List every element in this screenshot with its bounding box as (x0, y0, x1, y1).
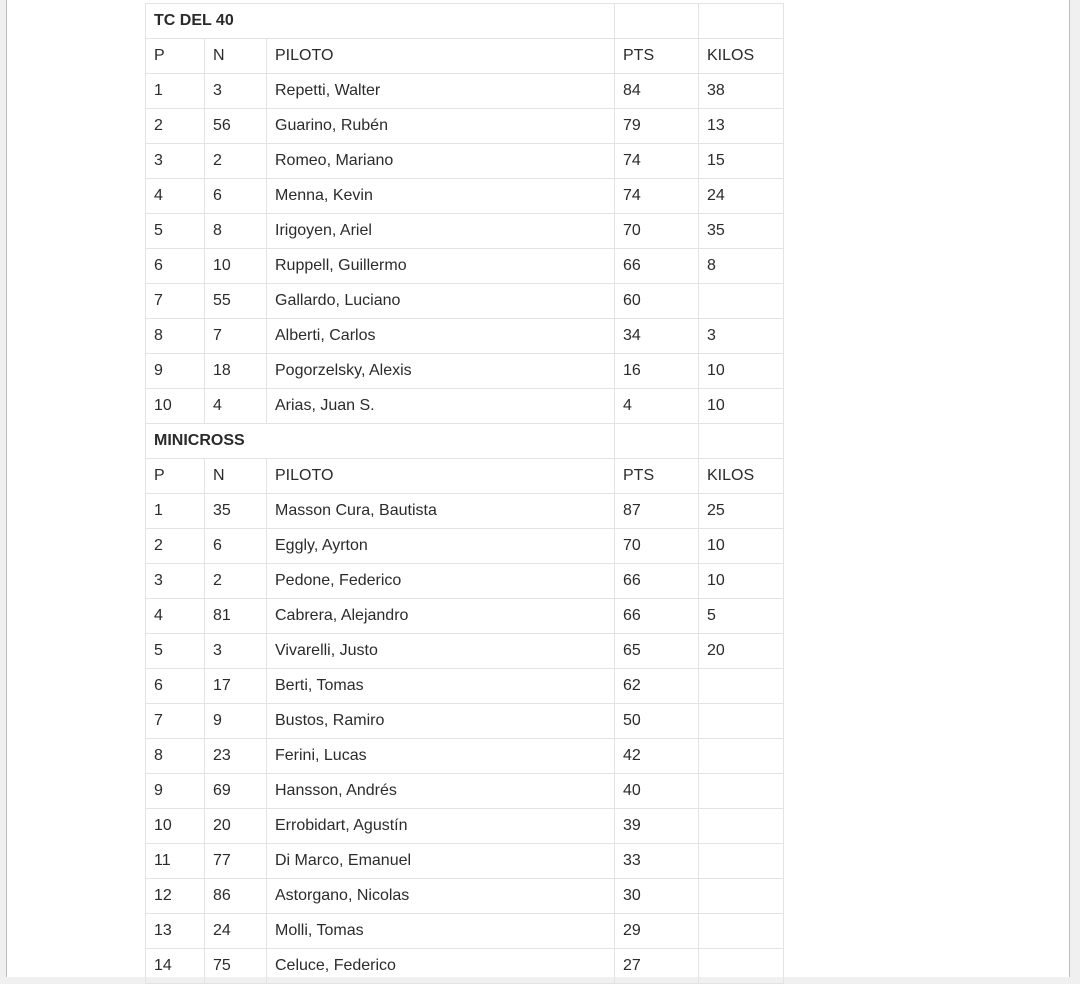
kilos-cell: 35 (699, 214, 784, 249)
table-row (146, 319, 784, 354)
kilos-cell: 38 (699, 74, 784, 109)
position-cell: 4 (146, 599, 205, 634)
kilos-cell: 24 (699, 179, 784, 214)
pilot-cell: Masson Cura, Bautista (267, 494, 615, 529)
standings-table-body (146, 4, 784, 984)
points-cell: 60 (615, 284, 699, 319)
points-cell: 66 (615, 249, 699, 284)
points-cell: 34 (615, 319, 699, 354)
table-row (146, 669, 784, 704)
number-cell: 69 (205, 774, 267, 809)
number-cell: 18 (205, 354, 267, 389)
kilos-cell: 25 (699, 494, 784, 529)
number-cell: 2 (205, 564, 267, 599)
points-cell: 40 (615, 774, 699, 809)
kilos-cell (699, 774, 784, 809)
position-cell: 8 (146, 739, 205, 774)
kilos-cell: 20 (699, 634, 784, 669)
pilot-cell: Pedone, Federico (267, 564, 615, 599)
pilot-cell: Cabrera, Alejandro (267, 599, 615, 634)
position-cell: 7 (146, 284, 205, 319)
position-cell: 3 (146, 564, 205, 599)
table-row (146, 844, 784, 879)
number-cell: 10 (205, 249, 267, 284)
points-cell: 84 (615, 74, 699, 109)
pilot-cell: Alberti, Carlos (267, 319, 615, 354)
standings-table (145, 3, 784, 984)
number-cell: 81 (205, 599, 267, 634)
points-cell: 39 (615, 809, 699, 844)
position-cell: 4 (146, 179, 205, 214)
kilos-cell (699, 844, 784, 879)
number-cell: 4 (205, 389, 267, 424)
points-cell: 50 (615, 704, 699, 739)
table-row (146, 914, 784, 949)
pilot-cell: Eggly, Ayrton (267, 529, 615, 564)
kilos-cell (699, 669, 784, 704)
column-header-pilot: PILOTO (267, 39, 615, 74)
position-cell: 14 (146, 949, 205, 984)
number-cell: 6 (205, 529, 267, 564)
position-cell: 1 (146, 494, 205, 529)
kilos-cell: 10 (699, 354, 784, 389)
number-cell: 3 (205, 74, 267, 109)
position-cell: 3 (146, 144, 205, 179)
table-row (146, 249, 784, 284)
section-title-row (146, 4, 784, 39)
number-cell: 3 (205, 634, 267, 669)
kilos-cell (699, 914, 784, 949)
number-cell: 8 (205, 214, 267, 249)
column-header-number: N (205, 459, 267, 494)
position-cell: 5 (146, 634, 205, 669)
number-cell: 56 (205, 109, 267, 144)
kilos-cell: 10 (699, 389, 784, 424)
position-cell: 10 (146, 809, 205, 844)
pilot-cell: Berti, Tomas (267, 669, 615, 704)
pilot-cell: Errobidart, Agustín (267, 809, 615, 844)
position-cell: 12 (146, 879, 205, 914)
position-cell: 5 (146, 214, 205, 249)
points-cell: 66 (615, 564, 699, 599)
section-title: TC DEL 40 (146, 4, 615, 39)
section-title-empty-cell (699, 424, 784, 459)
table-header-row (146, 459, 784, 494)
table-row (146, 634, 784, 669)
number-cell: 77 (205, 844, 267, 879)
section-title-empty-cell (615, 4, 699, 39)
column-header-points: PTS (615, 39, 699, 74)
kilos-cell: 3 (699, 319, 784, 354)
table-row (146, 739, 784, 774)
points-cell: 29 (615, 914, 699, 949)
table-row (146, 879, 784, 914)
position-cell: 2 (146, 529, 205, 564)
points-cell: 74 (615, 144, 699, 179)
column-header-kilos: KILOS (699, 459, 784, 494)
pilot-cell: Guarino, Rubén (267, 109, 615, 144)
pilot-cell: Menna, Kevin (267, 179, 615, 214)
kilos-cell (699, 879, 784, 914)
position-cell: 8 (146, 319, 205, 354)
table-row (146, 704, 784, 739)
number-cell: 75 (205, 949, 267, 984)
section-title-empty-cell (615, 424, 699, 459)
table-row (146, 529, 784, 564)
table-header-row (146, 39, 784, 74)
table-row (146, 109, 784, 144)
kilos-cell: 10 (699, 529, 784, 564)
position-cell: 11 (146, 844, 205, 879)
column-header-position: P (146, 39, 205, 74)
points-cell: 62 (615, 669, 699, 704)
number-cell: 23 (205, 739, 267, 774)
table-row (146, 564, 784, 599)
kilos-cell (699, 949, 784, 984)
document-page (6, 0, 1070, 977)
kilos-cell: 5 (699, 599, 784, 634)
points-cell: 79 (615, 109, 699, 144)
pilot-cell: Hansson, Andrés (267, 774, 615, 809)
points-cell: 74 (615, 179, 699, 214)
table-row (146, 74, 784, 109)
table-row (146, 949, 784, 984)
pilot-cell: Romeo, Mariano (267, 144, 615, 179)
points-cell: 27 (615, 949, 699, 984)
table-row (146, 354, 784, 389)
kilos-cell (699, 704, 784, 739)
table-row (146, 214, 784, 249)
number-cell: 24 (205, 914, 267, 949)
points-cell: 16 (615, 354, 699, 389)
table-row (146, 144, 784, 179)
position-cell: 1 (146, 74, 205, 109)
number-cell: 55 (205, 284, 267, 319)
position-cell: 13 (146, 914, 205, 949)
column-header-pilot: PILOTO (267, 459, 615, 494)
table-row (146, 389, 784, 424)
kilos-cell (699, 739, 784, 774)
pilot-cell: Irigoyen, Ariel (267, 214, 615, 249)
table-row (146, 599, 784, 634)
number-cell: 35 (205, 494, 267, 529)
number-cell: 6 (205, 179, 267, 214)
section-title-row (146, 424, 784, 459)
number-cell: 2 (205, 144, 267, 179)
pilot-cell: Di Marco, Emanuel (267, 844, 615, 879)
pilot-cell: Arias, Juan S. (267, 389, 615, 424)
position-cell: 6 (146, 249, 205, 284)
pilot-cell: Repetti, Walter (267, 74, 615, 109)
points-cell: 66 (615, 599, 699, 634)
table-row (146, 179, 784, 214)
pilot-cell: Astorgano, Nicolas (267, 879, 615, 914)
number-cell: 7 (205, 319, 267, 354)
section-title-empty-cell (699, 4, 784, 39)
column-header-number: N (205, 39, 267, 74)
position-cell: 9 (146, 354, 205, 389)
pilot-cell: Vivarelli, Justo (267, 634, 615, 669)
position-cell: 10 (146, 389, 205, 424)
kilos-cell (699, 809, 784, 844)
kilos-cell: 10 (699, 564, 784, 599)
points-cell: 70 (615, 214, 699, 249)
points-cell: 70 (615, 529, 699, 564)
column-header-points: PTS (615, 459, 699, 494)
section-title: MINICROSS (146, 424, 615, 459)
points-cell: 33 (615, 844, 699, 879)
kilos-cell (699, 284, 784, 319)
points-cell: 42 (615, 739, 699, 774)
column-header-kilos: KILOS (699, 39, 784, 74)
kilos-cell: 13 (699, 109, 784, 144)
table-row (146, 494, 784, 529)
number-cell: 20 (205, 809, 267, 844)
number-cell: 86 (205, 879, 267, 914)
pilot-cell: Molli, Tomas (267, 914, 615, 949)
position-cell: 2 (146, 109, 205, 144)
kilos-cell: 8 (699, 249, 784, 284)
column-header-position: P (146, 459, 205, 494)
number-cell: 9 (205, 704, 267, 739)
pilot-cell: Celuce, Federico (267, 949, 615, 984)
table-row (146, 284, 784, 319)
position-cell: 6 (146, 669, 205, 704)
pilot-cell: Bustos, Ramiro (267, 704, 615, 739)
position-cell: 9 (146, 774, 205, 809)
table-row (146, 809, 784, 844)
table-row (146, 774, 784, 809)
points-cell: 65 (615, 634, 699, 669)
points-cell: 87 (615, 494, 699, 529)
pilot-cell: Pogorzelsky, Alexis (267, 354, 615, 389)
points-cell: 30 (615, 879, 699, 914)
number-cell: 17 (205, 669, 267, 704)
kilos-cell: 15 (699, 144, 784, 179)
points-cell: 4 (615, 389, 699, 424)
pilot-cell: Ferini, Lucas (267, 739, 615, 774)
position-cell: 7 (146, 704, 205, 739)
pilot-cell: Gallardo, Luciano (267, 284, 615, 319)
pilot-cell: Ruppell, Guillermo (267, 249, 615, 284)
